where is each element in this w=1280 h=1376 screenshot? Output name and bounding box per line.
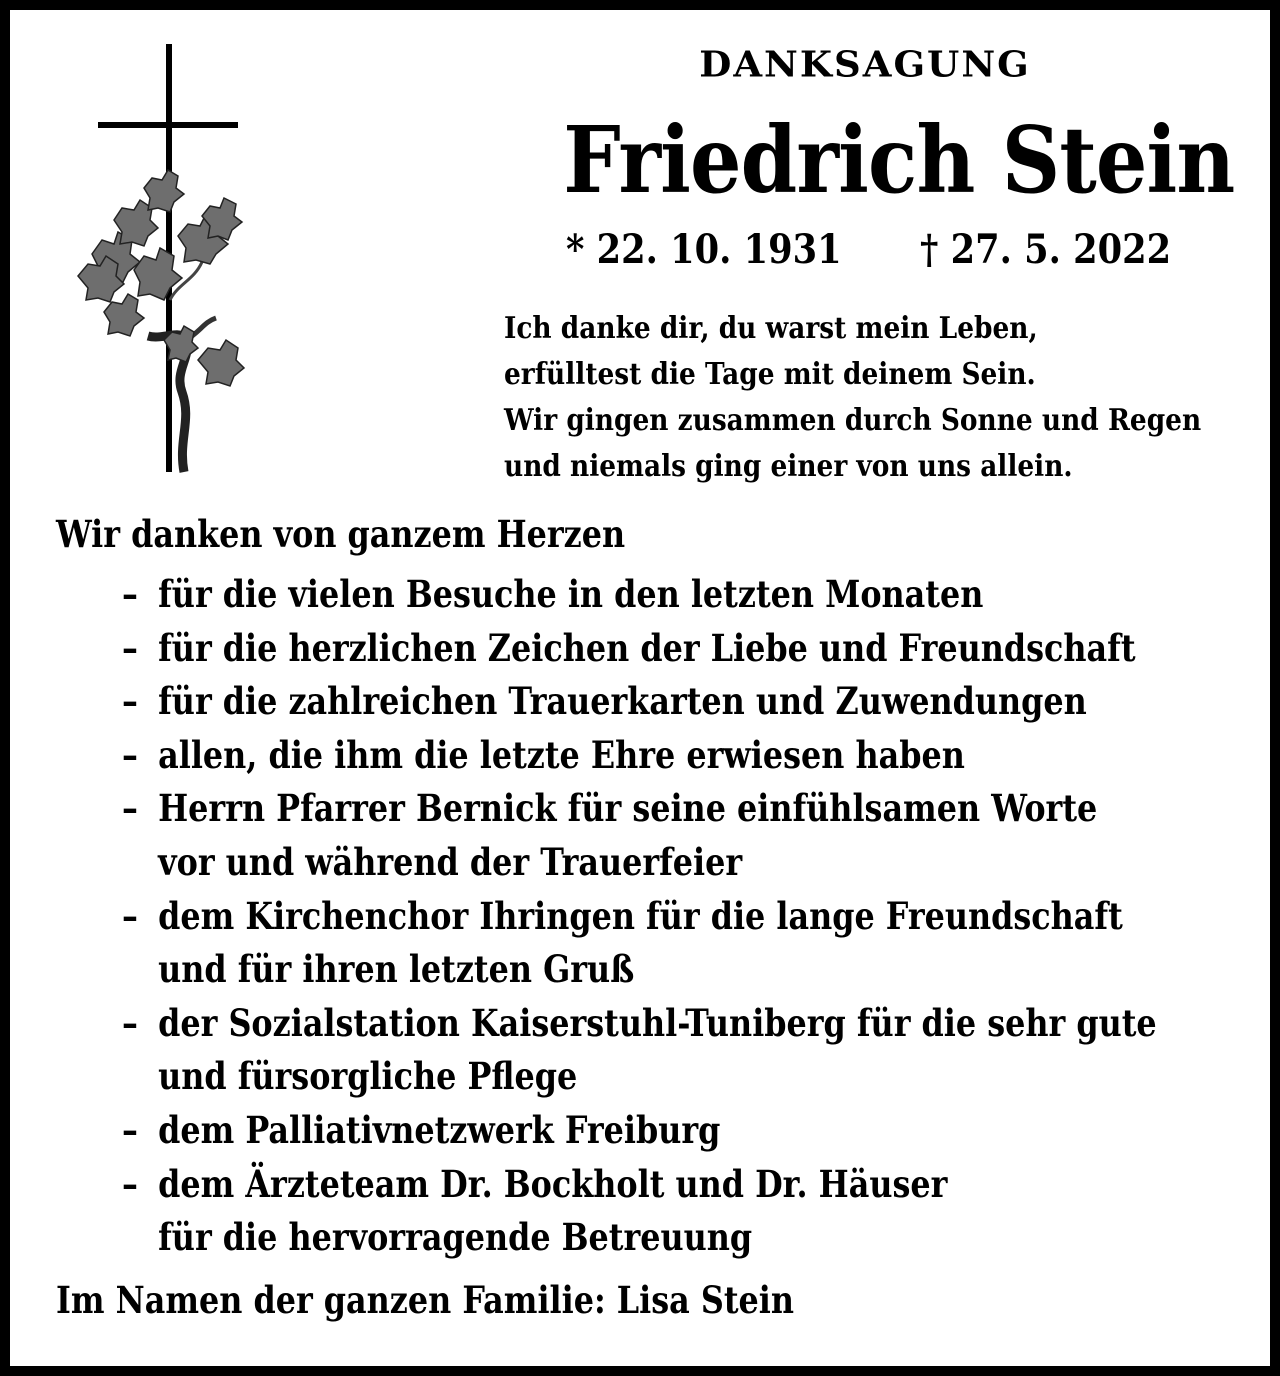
thanks-line: für die hervorragende Betreuung: [158, 1215, 753, 1260]
poem-line: und niemals ging einer von uns allein.: [504, 449, 1073, 484]
thanks-line: und fürsorgliche Pflege: [158, 1054, 578, 1099]
poem-line: erfülltest die Tage mit deinem Sein.: [504, 357, 1036, 392]
dash-bullet: –: [122, 732, 138, 777]
thanks-item: [122, 890, 1157, 997]
family-signature: Im Namen der ganzen Familie: Lisa Stein: [56, 1278, 795, 1322]
thanks-line: dem Ärzteteam Dr. Bockholt und Dr. Häuser: [158, 1161, 948, 1206]
dash-bullet: –: [122, 786, 138, 831]
notice-heading: DANKSAGUNG: [699, 43, 1031, 85]
deceased-name: Friedrich Stein: [563, 106, 1235, 214]
thanks-item: [122, 568, 1157, 622]
dash-bullet: –: [122, 572, 138, 616]
thanks-line: vor und während der Trauerfeier: [158, 839, 743, 884]
cross-with-vine-icon: [74, 40, 254, 480]
poem-line: Wir gingen zusammen durch Sonne und Regen: [504, 403, 1202, 438]
poem-line: Ich danke dir, du warst mein Leben,: [504, 311, 1038, 346]
dash-bullet: –: [122, 1000, 138, 1045]
thanks-line: dem Palliativnetzwerk Freiburg: [158, 1107, 721, 1152]
dash-bullet: –: [122, 1161, 138, 1206]
birth-date: * 22. 10. 1931: [566, 226, 842, 273]
thanks-item: [122, 782, 1157, 889]
thanks-list: [122, 568, 1157, 1265]
thanks-line: und für ihren letzten Gruß: [158, 947, 635, 992]
thanks-item: [122, 997, 1157, 1104]
thanks-intro: Wir danken von ganzem Herzen: [56, 512, 626, 556]
thanks-item: [122, 729, 1157, 783]
dash-bullet: –: [122, 893, 138, 938]
thanks-line: für die zahlreichen Trauerkarten und Zuwendungen: [158, 679, 1087, 724]
thanks-line: für die vielen Besuche in den letzten Monaten: [158, 572, 984, 616]
thanks-line: der Sozialstation Kaiserstuhl-Tuniberg für die sehr gute: [158, 1000, 1157, 1045]
thanks-item: [122, 675, 1157, 729]
thanks-line: Herrn Pfarrer Bernick für seine einfühlsamen Worte: [158, 786, 1098, 831]
thanks-item: [122, 1104, 1157, 1158]
thanks-line: allen, die ihm die letzte Ehre erwiesen haben: [158, 732, 965, 777]
thanks-item: [122, 622, 1157, 676]
dash-bullet: –: [122, 625, 138, 670]
dash-bullet: –: [122, 679, 138, 724]
poem: [504, 306, 1201, 490]
thanks-line: dem Kirchenchor Ihringen für die lange Freundschaft: [158, 893, 1123, 938]
dash-bullet: –: [122, 1107, 138, 1152]
thanks-line: für die herzlichen Zeichen der Liebe und Freundschaft: [158, 625, 1136, 670]
thanks-item: [122, 1158, 1157, 1265]
death-date: † 27. 5. 2022: [920, 226, 1172, 273]
